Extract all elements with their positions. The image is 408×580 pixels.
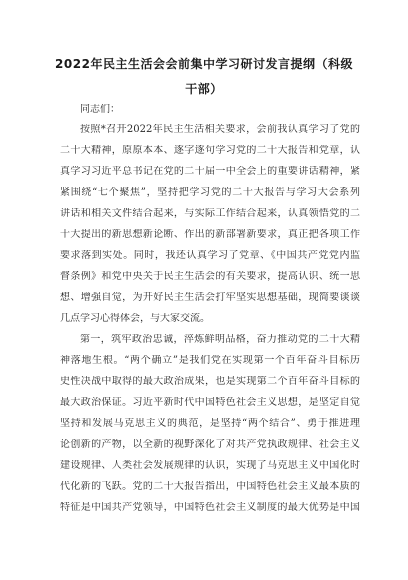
paragraph-1-line: 要求落到实处。同时，我还认真学习了党章、《中国共产党党内监 xyxy=(60,250,360,261)
paragraph-1-line: 按照*召开2022年民主生活相关要求，会前我认真学习了党的 xyxy=(80,124,360,135)
salutation: 同志们： xyxy=(80,104,120,115)
paragraph-2-line: 第一，筑牢政治忠诚，淬炼鲜明品格，奋力推动党的二十大精 xyxy=(80,334,360,345)
paragraph-2-line: 坚持和发展马克思主义的典范，是坚持“两个结合”、勇于推进理 xyxy=(60,418,360,429)
paragraph-1-line: 督条例》和党中央关于民主生活会的有关要求，提高认识、统一思 xyxy=(60,271,360,282)
paragraph-2-line: 建设规律、人类社会发展规律的认识，实现了马克思主义中国化时 xyxy=(60,460,360,471)
paragraph-1-line: 紧围绕“七个聚焦”，坚持把学习党的二十大报告与学习大会系列 xyxy=(60,187,360,198)
paragraph-2-line: 神落地生根。“两个确立”是我们党在实现第一个百年奋斗目标历 xyxy=(60,355,360,366)
paragraph-2-line: 最大政治保证。习近平新时代中国特色社会主义思想，是坚定自觉 xyxy=(60,397,360,408)
paragraph-1-line: 二十大精神，原原本本、逐字逐句学习党的二十大报告和党章，认 xyxy=(60,145,360,156)
document-title-line-2: 干部） xyxy=(185,82,223,96)
paragraph-1-line: 十大提出的新思想新论断、作出的新部署新要求，真正把各项工作 xyxy=(60,229,360,240)
paragraph-1-line: 讲话和相关文件结合起来，与实际工作结合起来，认真领悟党的二 xyxy=(60,208,360,219)
paragraph-2-line: 史性决战中取得的最大政治成果，也是实现第二个百年奋斗目标的 xyxy=(60,376,360,387)
paragraph-2-line: 论创新的产物，以全新的视野深化了对共产党执政规律、社会主义 xyxy=(60,439,360,450)
paragraph-2-line: 代化新的飞跃。党的二十大报告指出，中国特色社会主义最本质的 xyxy=(60,481,360,492)
paragraph-2-line: 特征是中国共产党领导，中国特色社会主义制度的最大优势是中国 xyxy=(60,502,360,513)
paragraph-1-line: 几点学习心得体会，与大家交流。 xyxy=(60,313,210,324)
document-title-line-1: 2022年民主生活会会前集中学习研讨发言提纲（科级 xyxy=(55,57,353,71)
paragraph-1-line: 真学习习近平总书记在党的二十届一中全会上的重要讲话精神，紧 xyxy=(60,166,360,177)
paragraph-1-line: 想、增强自觉，为开好民主生活会打牢坚实思想基础，现简要谈谈 xyxy=(60,292,360,303)
